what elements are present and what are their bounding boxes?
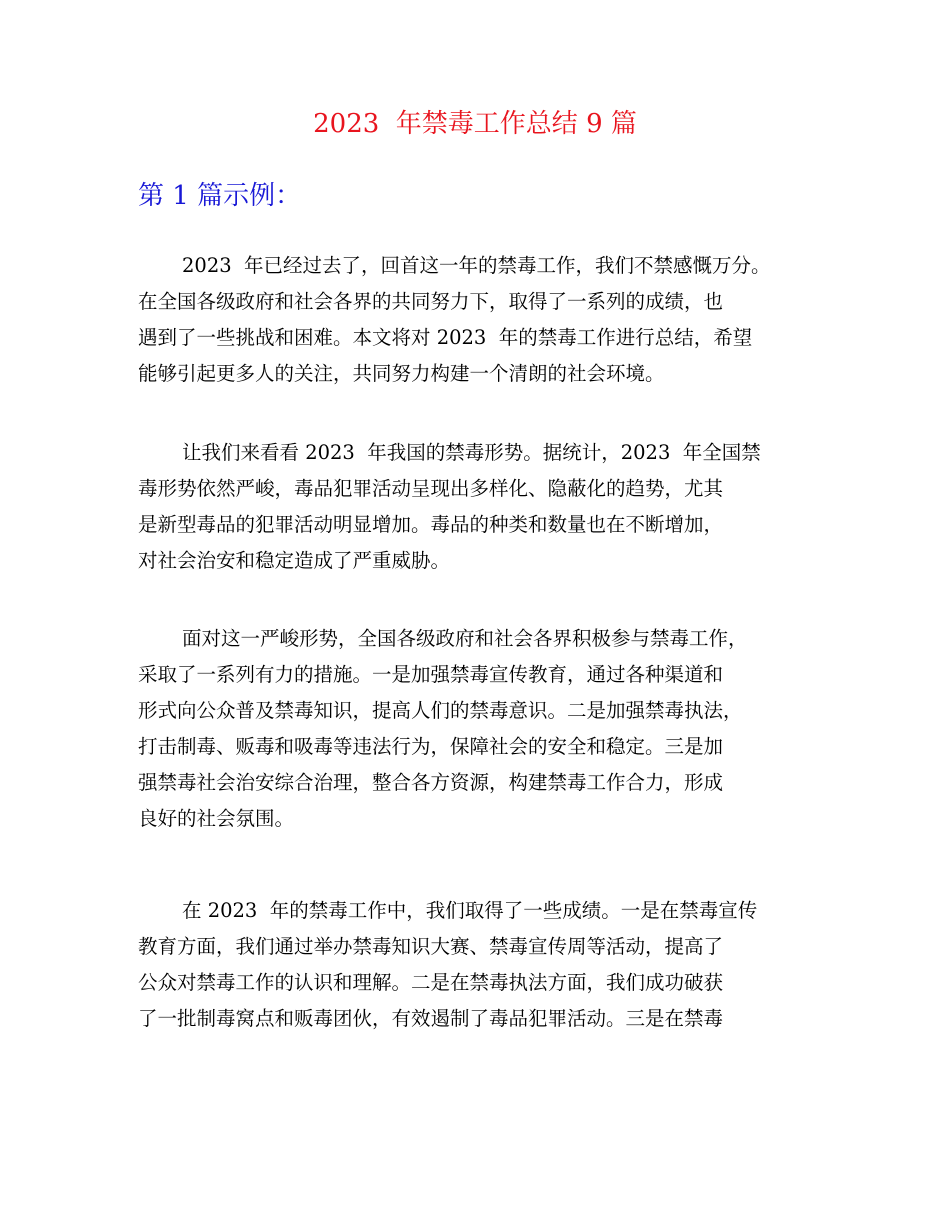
paragraph-line: 公众对禁毒工作的认识和理解。二是在禁毒执法方面，我们成功破获 xyxy=(138,971,724,994)
paragraph-line: 打击制毒、贩毒和吸毒等违法行为，保障社会的安全和稳定。三是加 xyxy=(138,735,724,758)
paragraph-2 xyxy=(138,435,838,579)
paragraph-line: 良好的社会氛围。 xyxy=(138,807,295,830)
paragraph-line: 在 2023 年的禁毒工作中，我们取得了一些成绩。一是在禁毒宣传 xyxy=(182,899,758,922)
paragraph-line: 了一批制毒窝点和贩毒团伙，有效遏制了毒品犯罪活动。三是在禁毒 xyxy=(138,1007,724,1030)
paragraph-line: 教育方面，我们通过举办禁毒知识大赛、禁毒宣传周等活动，提高了 xyxy=(138,935,724,958)
paragraph-line: 让我们来看看 2023 年我国的禁毒形势。据统计，2023 年全国禁 xyxy=(182,441,761,464)
paragraph-4 xyxy=(138,893,838,1037)
paragraph-3 xyxy=(138,621,838,837)
paragraph-line: 对社会治安和稳定造成了严重威胁。 xyxy=(138,549,451,572)
paragraph-line: 毒形势依然严峻，毒品犯罪活动呈现出多样化、隐蔽化的趋势，尤其 xyxy=(138,477,724,500)
paragraph-line: 面对这一严峻形势，全国各级政府和社会各界积极参与禁毒工作， xyxy=(182,627,748,650)
document-title: 2023 年禁毒工作总结 9 篇 xyxy=(313,109,637,139)
paragraph-line: 强禁毒社会治安综合治理，整合各方资源，构建禁毒工作合力，形成 xyxy=(138,771,724,794)
section-heading: 第 1 篇示例： xyxy=(138,181,302,211)
paragraph-line: 在全国各级政府和社会各界的共同努力下，取得了一系列的成绩，也 xyxy=(138,290,724,313)
paragraph-line: 是新型毒品的犯罪活动明显增加。毒品的种类和数量也在不断增加， xyxy=(138,513,724,536)
paragraph-line: 形式向公众普及禁毒知识，提高人们的禁毒意识。二是加强禁毒执法， xyxy=(138,699,743,722)
paragraph-line: 采取了一系列有力的措施。一是加强禁毒宣传教育，通过各种渠道和 xyxy=(138,663,724,686)
paragraph-1 xyxy=(138,248,838,392)
paragraph-line: 能够引起更多人的关注，共同努力构建一个清朗的社会环境。 xyxy=(138,362,665,385)
paragraph-line: 遇到了一些挑战和困难。本文将对 2023 年的禁毒工作进行总结，希望 xyxy=(138,326,753,349)
paragraph-line: 2023 年已经过去了，回首这一年的禁毒工作，我们不禁感慨万分。 xyxy=(182,254,771,277)
